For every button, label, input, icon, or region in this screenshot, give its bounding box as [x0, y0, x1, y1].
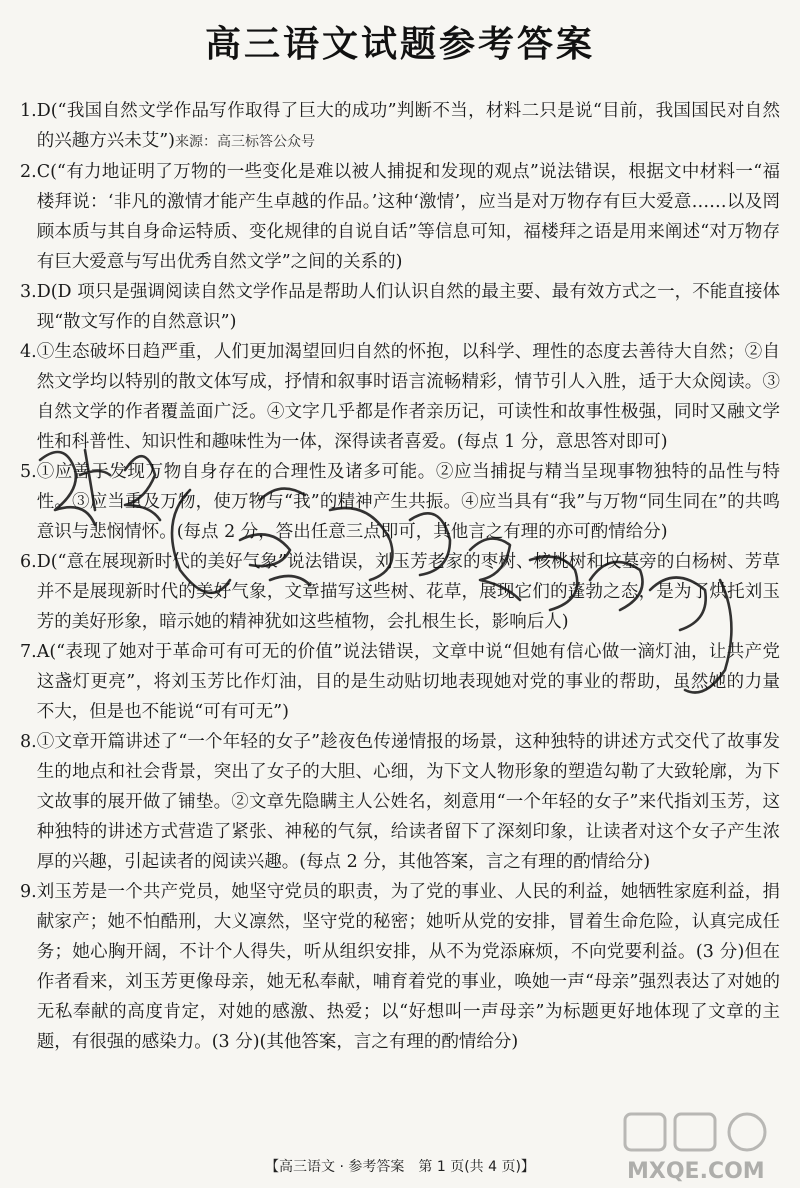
answer-number: 6.: [20, 552, 37, 572]
answer-item-4: [20, 337, 780, 457]
page-footer: 【高三语文 · 参考答案 第 1 页(共 4 页)】: [265, 1159, 535, 1175]
answer-item-1: [20, 96, 780, 157]
answer-text: A(“表现了她对于革命可有可无的价值”说法错误，文章中说“但她有信心做一滴灯油，让共产党这盏灯更亮”，将刘玉芳比作灯油，目的是生动贴切地表现她对党的事业的帮助，虽然她的力量不大，但是也不能说“可有可无”): [36, 642, 780, 722]
page-title: 高三语文试题参考答案: [204, 24, 595, 65]
svg-text:MXQE.COM: MXQE.COM: [627, 1159, 765, 1184]
answer-number: 5.: [20, 462, 37, 482]
answer-item-2: [20, 157, 780, 277]
answer-number: 2.: [20, 162, 37, 182]
answer-text: D(D 项只是强调阅读自然文学作品是帮助人们认识自然的最主要、最有效方式之一，不能直接体现“散文写作的自然意识”): [36, 282, 780, 332]
answer-number: 9.: [20, 882, 37, 902]
site-logo-watermark: [615, 1108, 785, 1188]
answer-number: 3.: [20, 282, 37, 302]
answer-text: ①生态破坏日趋严重，人们更加渴望回归自然的怀抱，以科学、理性的态度去善待大自然；②自然文学均以特别的散文体写成，抒情和叙事时语言流畅精彩，情节引人入胜，适于大众阅读。③自然文学的作者覆盖面广泛。④文字几乎都是作者亲历记，可读性和故事性极强，同时又融文学性和科普性、知识性和趣味性为一体，深得读者喜爱。(每点 1 分，意思答对即可): [36, 342, 780, 452]
answer-item-6: [20, 547, 780, 637]
answer-item-7: [20, 637, 780, 727]
answer-text: C(“有力地证明了万物的一些变化是难以被人捕捉和发现的观点”说法错误，根据文中材料一“福楼拜说：‘非凡的激情才能产生卓越的作品。’这种‘激情’，应当是对万物存有巨大爱意……以及罔顾本质与其自身命运特质、变化规律的自说自话”等信息可知，福楼拜之语是用来阐述“对万物存有巨大爱意与写出优秀自然文学”之间的关系的): [36, 162, 780, 272]
answer-item-3: [20, 277, 780, 337]
answer-text: 刘玉芳是一个共产党员，她坚守党员的职责，为了党的事业、人民的利益，她牺牲家庭利益，捐献家产；她不怕酷刑，大义凛然，坚守党的秘密；她听从党的安排，冒着生命危险，认真完成任务；她心胸开阔，不计个人得失，听从组织安排，从不为党添麻烦，不向党要利益。(3 分)但在作者看来，刘玉芳更像母亲，她无私奉献，哺育着党的事业，唤她一声“母亲”强烈表达了对她的无私奉献的高度肯定，对她的感激、热爱；以“好想叫一声母亲”为标题更好地体现了文章的主题，有很强的感染力。(3 分)(其他答案，言之有理的酌情给分): [36, 882, 780, 1052]
source-note: 来源：高三标答公众号: [174, 134, 315, 150]
answer-text: D(“意在展现新时代的美好气象”说法错误，刘玉芳老家的枣树、核桃树和坟墓旁的白杨树、芳草并不是展现新时代的美好气象，文章描写这些树、花草，展现它们的蓬勃之态，是为了烘托刘玉芳的美好形象，暗示她的精神犹如这些植物，会扎根生长，影响后人): [36, 552, 780, 632]
answer-number: 4.: [20, 342, 37, 362]
answer-item-9: [20, 877, 780, 1057]
answer-item-5: [20, 457, 780, 547]
answer-text: ①应善于发现万物自身存在的合理性及诸多可能。②应当捕捉与精当呈现事物独特的品性与特性。③应当重及万物，使万物与“我”的精神产生共振。④应当具有“我”与万物“同生同在”的共鸣意识与悲悯情怀。(每点 2 分，答出任意三点即可，其他言之有理的亦可酌情给分): [36, 462, 780, 542]
answer-text: D(“我国自然文学作品写作取得了巨大的成功”判断不当，材料二只是说“目前，我国国民对自然的兴趣方兴未艾”)来源：高三标答公众号: [36, 101, 780, 151]
answer-number: 8.: [20, 732, 37, 752]
answer-item-8: [20, 727, 780, 877]
answer-number: 1.: [20, 101, 37, 121]
answer-text: ①文章开篇讲述了“一个年轻的女子”趁夜色传递情报的场景，这种独特的讲述方式交代了故事发生的地点和社会背景，突出了女子的大胆、心细，为下文人物形象的塑造勾勒了大致轮廓，为下文故事的展开做了铺垫。②文章先隐瞒主人公姓名，刻意用“一个年轻的女子”来代指刘玉芳，这种独特的讲述方式营造了紧张、神秘的气氛，给读者留下了深刻印象，让读者对这个女子产生浓厚的兴趣，引起读者的阅读兴趣。(每点 2 分，其他答案，言之有理的酌情给分): [36, 732, 780, 872]
answer-list: [20, 96, 780, 1057]
answer-number: 7.: [20, 642, 37, 662]
